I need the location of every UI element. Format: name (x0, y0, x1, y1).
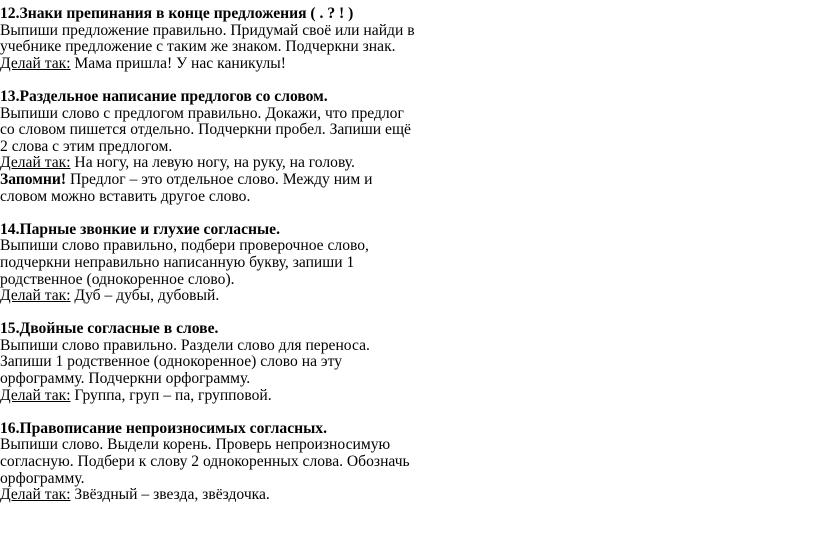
section-title: 13.Раздельное написание предлогов со словом. (0, 87, 328, 105)
instruction-line: подчеркни неправильно написанную букву, запиши 1 (0, 253, 355, 271)
remember-line (0, 172, 420, 189)
instruction-line: Выпиши слово с предлогом правильно. Докажи, что предлог (0, 104, 404, 122)
instruction-line: согласную. Подбери к слову 2 однокоренных слова. Обозначь (0, 453, 410, 471)
instruction-line: 2 слова с этим предлогом. (0, 137, 173, 155)
instruction-line: Выпиши слово. Выдели корень. Проверь непроизносимую (0, 436, 391, 454)
instruction-line: Выпиши слово правильно, подбери проверочное слово, (0, 237, 369, 255)
instruction-line: орфограмму. (0, 469, 85, 487)
instruction-line: со словом пишется отдельно. Подчеркни пробел. Запиши ещё (0, 121, 411, 139)
section-title: 16.Правописание непроизносимых согласных. (0, 419, 327, 437)
example-label: Делай так: (0, 154, 71, 172)
instruction-line: Выпиши предложение правильно. Придумай своё или найди в (0, 21, 415, 39)
example-line (0, 288, 420, 305)
section-12 (0, 6, 420, 72)
section-15 (0, 321, 420, 404)
example-label: Делай так: (0, 486, 71, 504)
section-13 (0, 89, 420, 205)
section-16 (0, 421, 420, 504)
example-label: Делай так: (0, 54, 71, 72)
section-14 (0, 222, 420, 305)
example-line (0, 388, 420, 405)
instruction-line: Выпиши слово правильно. Раздели слово для переноса. (0, 336, 370, 354)
example-label: Делай так: (0, 386, 71, 404)
example-text: Мама пришла! У нас каникулы! (70, 54, 286, 72)
document-page (0, 6, 420, 520)
instruction-line: родственное (однокоренное слово). (0, 270, 235, 288)
section-title: 12.Знаки препинания в конце предложения ( . ? ! ) (0, 5, 354, 22)
example-line (0, 155, 420, 172)
section-title: 14.Парные звонкие и глухие согласные. (0, 220, 280, 238)
example-label: Делай так: (0, 287, 71, 305)
example-line (0, 487, 420, 504)
instruction-line: Запиши 1 родственное (однокоренное) слово на эту (0, 353, 342, 371)
remember-label: Запомни! (0, 170, 67, 188)
example-text: Звёздный – звезда, звёздочка. (70, 486, 270, 504)
instruction-line: орфограмму. Подчеркни орфограмму. (0, 370, 251, 388)
example-text: Дуб – дубы, дубовый. (70, 287, 220, 305)
example-text: Группа, груп – па, групповой. (70, 386, 272, 404)
example-text: На ногу, на левую ногу, на руку, на голову. (70, 154, 355, 172)
remember-text: Предлог – это отдельное слово. Между ним и (66, 170, 373, 188)
section-title: 15.Двойные согласные в слове. (0, 320, 219, 338)
remember-line: словом можно вставить другое слово. (0, 187, 251, 205)
instruction-line: учебнике предложение с таким же знаком. Подчеркни знак. (0, 38, 396, 56)
example-line (0, 56, 420, 73)
